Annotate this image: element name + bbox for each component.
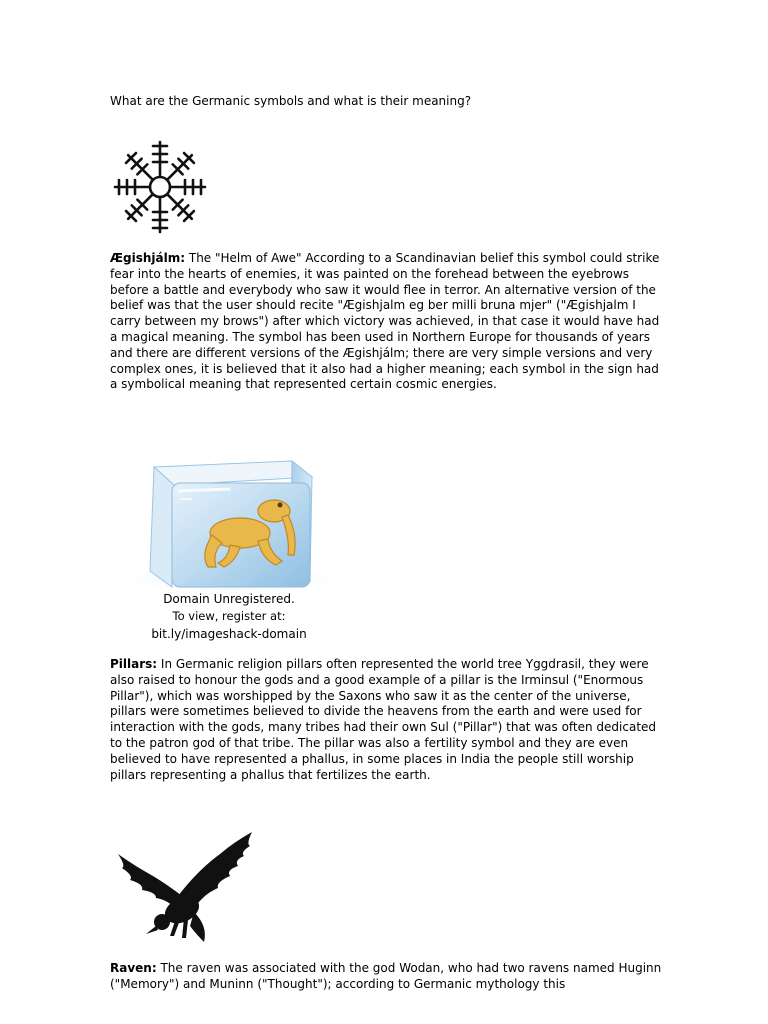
raven-silhouette-icon (112, 830, 258, 948)
aegishjalmur-icon (108, 138, 212, 236)
section-pillars (110, 657, 662, 783)
term-pillars: Pillars: (110, 657, 158, 671)
text-aegishjalm: The "Helm of Awe" According to a Scandinavian belief this symbol could strike fear into the hearts of enemies, it was painted on the forehead between the eyebrows before a battle and everybody who saw it would flee in terror. An alternative version of the belief was that the user should recite "Ægishjalm eg ber milli bruna mjer" ("Ægishjalm I carry between my brows") after which victory was achieved, in that case it would have had a magical meaning. The symbol has been used in Northern Europe for thousands of years and there are different versions of the Ægishjálm; there are very simple versions and very complex ones, it is believed that it also had a higher meaning; each symbol in the sign had a symbolical meaning that represented certain cosmic energies. (110, 251, 660, 392)
section-raven (110, 961, 662, 993)
placeholder-caption-line-1: Domain Unregistered. (163, 592, 295, 606)
term-aegishjalm: Ægishjálm: (110, 251, 186, 265)
term-raven: Raven: (110, 961, 157, 975)
frog-in-ice-cube-icon (112, 455, 358, 595)
text-pillars: In Germanic religion pillars often represented the world tree Yggdrasil, they were also raised to honour the gods and a good example of a pillar is the Irminsul ("Enormous Pillar"), which was worshipped by the Saxons who saw it as the center of the universe, pillars were sometimes believed to divide the heavens from the earth and were used for interaction with the gods, many tribes had their own Sul ("Pillar") that was often dedicated to the patron god of that tribe. The pillar was also a fertility symbol and they are even believed to have represented a phallus, in some places in India the people still worship pillars representing a phallus that fertilizes the earth. (110, 657, 657, 782)
placeholder-caption-line-3: bit.ly/imageshack-domain (151, 627, 307, 641)
placeholder-caption-line-2: To view, register at: (172, 609, 286, 623)
text-raven: The raven was associated with the god Wodan, who had two ravens named Huginn ("Memory") and Muninn ("Thought"); according to Germanic mythology this (110, 961, 662, 991)
section-aegishjalm (110, 251, 662, 393)
page-heading: What are the Germanic symbols and what is their meaning? (110, 94, 472, 108)
